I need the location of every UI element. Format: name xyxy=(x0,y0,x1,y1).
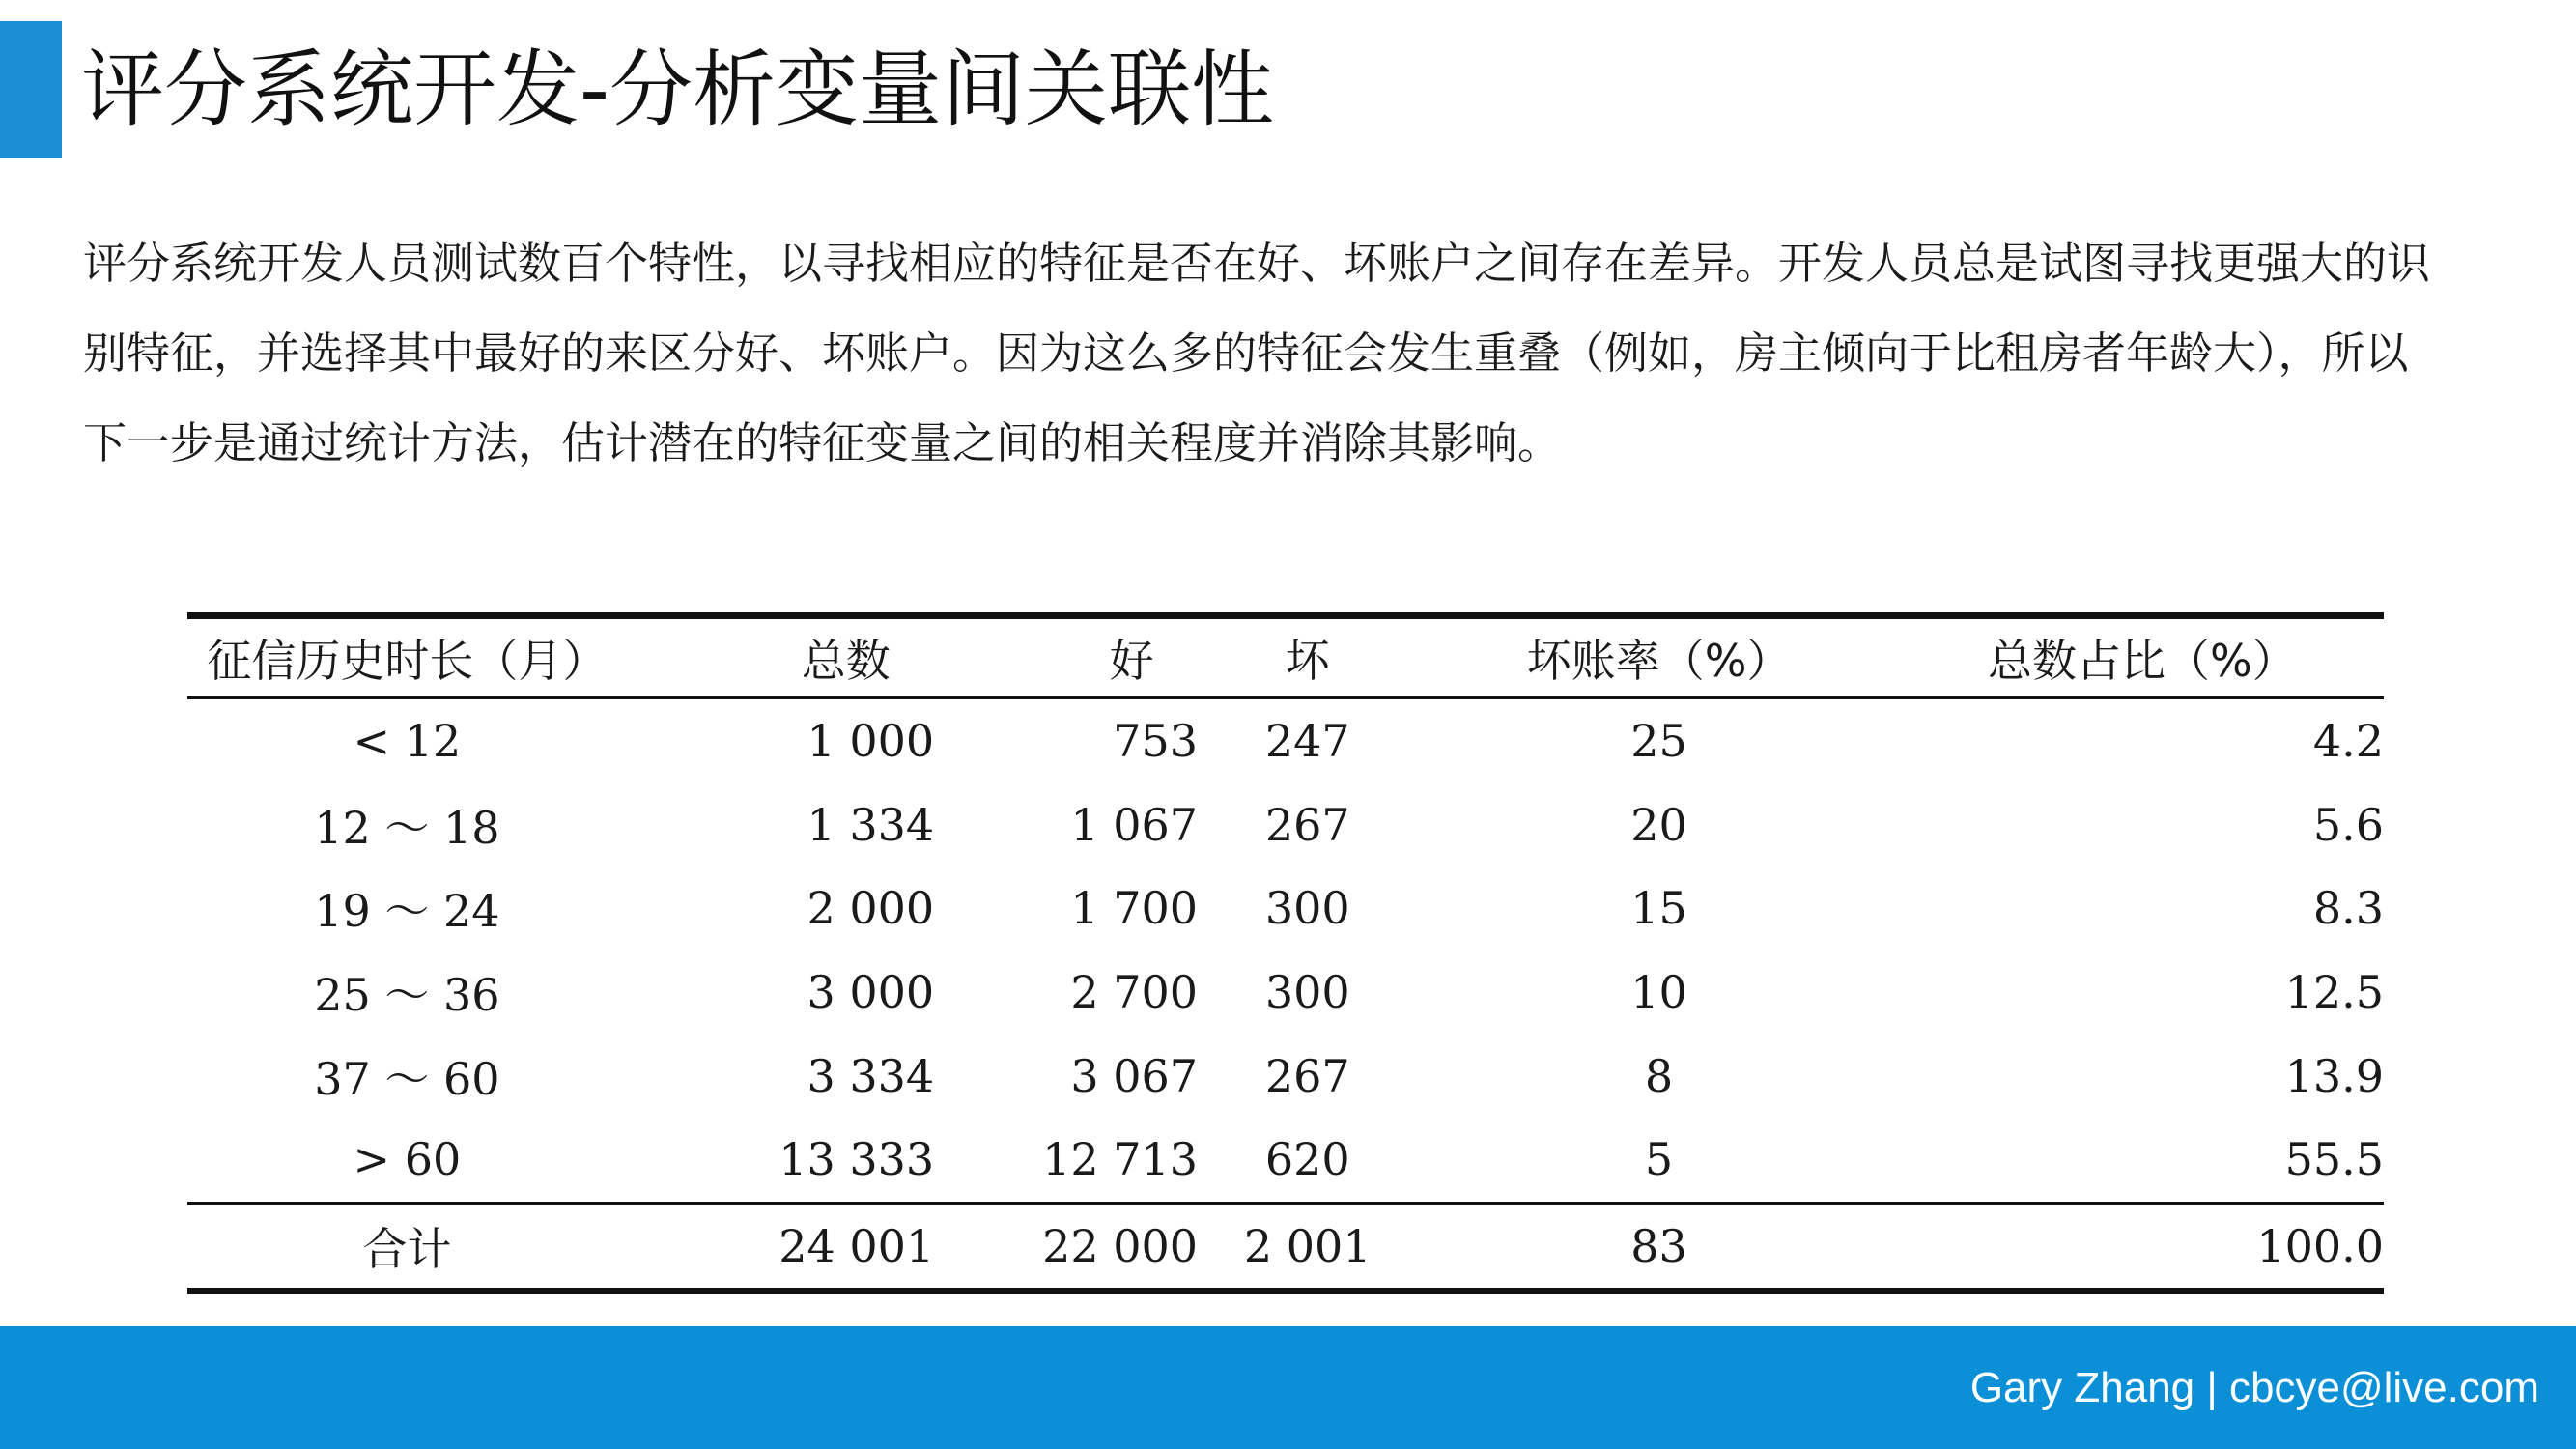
cell-bad-rate: 25 xyxy=(1630,715,1687,768)
table-row xyxy=(187,783,2384,867)
cell-total-share: 12.5 xyxy=(2284,966,2384,1019)
header-bad-rate: 坏账率（%） xyxy=(1526,635,1792,687)
title-accent-bar xyxy=(0,21,62,158)
table-row xyxy=(187,698,2384,783)
cell-bad: 300 xyxy=(1264,882,1350,935)
cell-bad: 300 xyxy=(1264,966,1350,1019)
cell-good: 1 700 xyxy=(1070,882,1199,935)
header-bad: 坏 xyxy=(1285,635,1330,687)
cell-total: 1 334 xyxy=(807,798,935,851)
cell-bad: 267 xyxy=(1264,1049,1350,1102)
cell-total: 2 000 xyxy=(807,882,935,935)
cell-total-share: 5.6 xyxy=(2312,798,2384,851)
cell-bad-rate: 15 xyxy=(1630,882,1687,935)
cell-good: 753 xyxy=(1113,715,1199,768)
table-total-row xyxy=(187,1203,2384,1292)
cell-credit-length: 25 ～ 36 xyxy=(314,969,500,1022)
intro-text: 评分系统开发人员测试数百个特性，以寻找相应的特征是否在好、坏账户之间存在差异。开发人员总是试图寻找更强大的识别特征，并选择其中最好的来区分好、坏账户。因为这么多的特征会发生重叠（例如，房主倾向于比租房者年龄大），所以下一步是通过统计方法，估计潜在的特征变量之间的相关程度并消除其影响。 xyxy=(83,238,2431,469)
cell-total: 3 334 xyxy=(807,1049,935,1102)
footer-author-contact: Gary Zhang | cbcye@live.com xyxy=(1969,1364,2539,1411)
table-row xyxy=(187,1034,2384,1118)
header-total-share: 总数占比（%） xyxy=(1987,635,2297,687)
intro-paragraph xyxy=(83,218,2440,488)
credit-history-table-container xyxy=(187,612,2384,1294)
table-row xyxy=(187,951,2384,1035)
total-label: 合计 xyxy=(362,1222,452,1275)
cell-total: 3 000 xyxy=(807,966,935,1019)
cell-total-share: 8.3 xyxy=(2312,882,2384,935)
header-total: 总数 xyxy=(801,635,891,687)
table-header-row xyxy=(187,616,2384,698)
cell-total-share: 4.2 xyxy=(2312,715,2384,768)
credit-history-table xyxy=(187,612,2384,1294)
header-good: 好 xyxy=(1109,635,1154,687)
footer-bar xyxy=(0,1326,2576,1449)
cell-total-share: 55.5 xyxy=(2284,1133,2384,1186)
total-bad: 2 001 xyxy=(1243,1219,1372,1272)
cell-total: 13 333 xyxy=(778,1133,935,1186)
total-count: 24 001 xyxy=(778,1219,935,1272)
header-credit-length: 征信历史时长（月） xyxy=(207,635,608,687)
page-title: 评分系统开发-分析变量间关联性 xyxy=(81,42,1275,138)
cell-good: 2 700 xyxy=(1070,966,1199,1019)
cell-credit-length: > 60 xyxy=(353,1133,462,1186)
cell-bad-rate: 8 xyxy=(1644,1049,1674,1102)
cell-total-share: 13.9 xyxy=(2284,1049,2384,1102)
cell-bad: 620 xyxy=(1264,1133,1350,1186)
table-row xyxy=(187,867,2384,951)
cell-total: 1 000 xyxy=(807,715,935,768)
cell-good: 3 067 xyxy=(1070,1049,1199,1102)
total-share: 100.0 xyxy=(2256,1219,2384,1272)
cell-credit-length: < 12 xyxy=(353,715,462,768)
total-bad-rate: 83 xyxy=(1630,1219,1687,1272)
cell-bad-rate: 10 xyxy=(1630,966,1687,1019)
table-row xyxy=(187,1118,2384,1203)
cell-bad: 267 xyxy=(1264,798,1350,851)
cell-credit-length: 12 ～ 18 xyxy=(314,801,500,854)
cell-bad-rate: 20 xyxy=(1630,798,1687,851)
total-good: 22 000 xyxy=(1042,1219,1199,1272)
cell-bad-rate: 5 xyxy=(1644,1133,1674,1186)
cell-credit-length: 37 ～ 60 xyxy=(314,1052,500,1105)
cell-credit-length: 19 ～ 24 xyxy=(314,885,500,938)
cell-good: 1 067 xyxy=(1070,798,1199,851)
cell-good: 12 713 xyxy=(1042,1133,1199,1186)
cell-bad: 247 xyxy=(1264,715,1350,768)
